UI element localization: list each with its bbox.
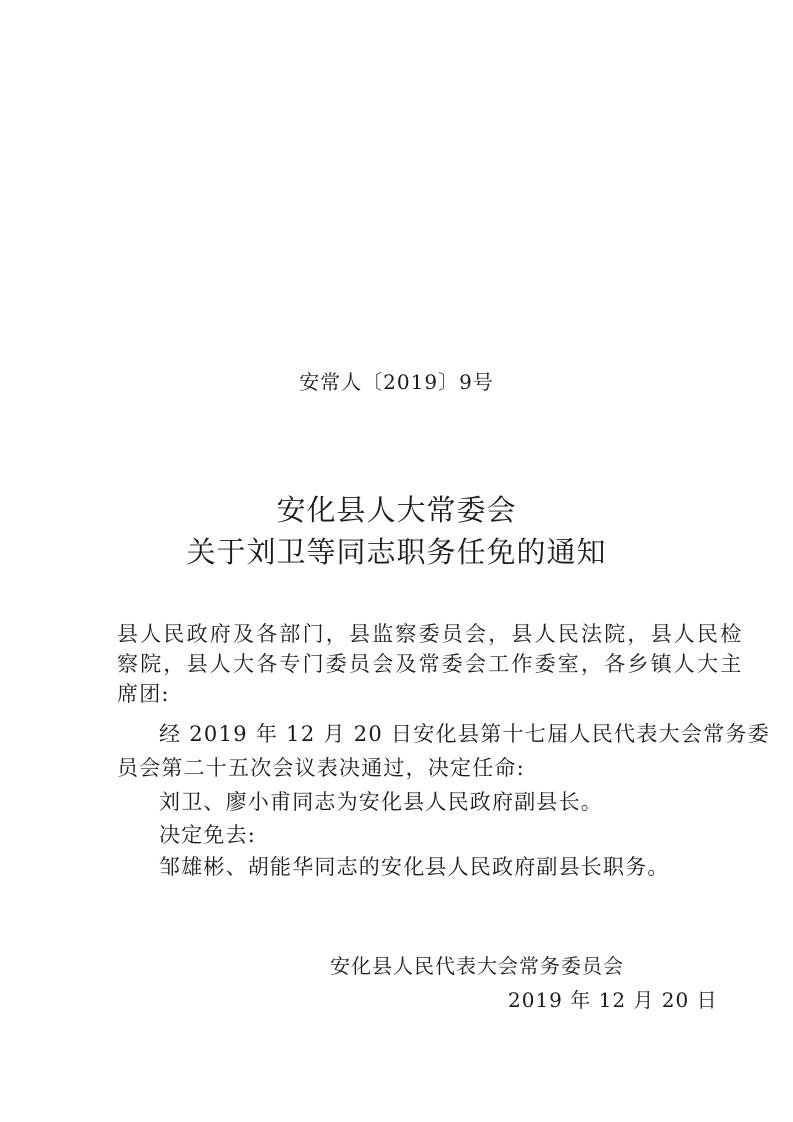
document-number: 安常人〔2019〕9号	[299, 370, 494, 394]
body-line-3: 刘卫、廖小甫同志为安化县人民政府副县长。	[159, 790, 603, 814]
addressee-line-2: 察院，县人大各专门委员会及常委会工作委室，各乡镇人大主	[117, 652, 744, 676]
document-title-line-1: 安化县人大常委会	[276, 493, 517, 527]
document-title-line-2: 关于刘卫等同志职务任免的通知	[186, 535, 607, 569]
body-line-1: 经 2019 年 12 月 20 日安化县第十七届人民代表大会常务委	[159, 722, 771, 746]
body-line-2: 员会第二十五次会议表决通过，决定任命:	[117, 756, 525, 780]
addressee-line-1: 县人民政府及各部门，县监察委员会，县人民法院，县人民检	[117, 622, 744, 646]
signature-organization: 安化县人民代表大会常务委员会	[330, 954, 624, 978]
body-line-5: 邹雄彬、胡能华同志的安化县人民政府副县长职务。	[159, 855, 670, 879]
addressee-line-3: 席团:	[117, 682, 170, 706]
signature-date: 2019 年 12 月 20 日	[508, 988, 718, 1012]
body-line-4: 决定免去:	[159, 823, 257, 847]
